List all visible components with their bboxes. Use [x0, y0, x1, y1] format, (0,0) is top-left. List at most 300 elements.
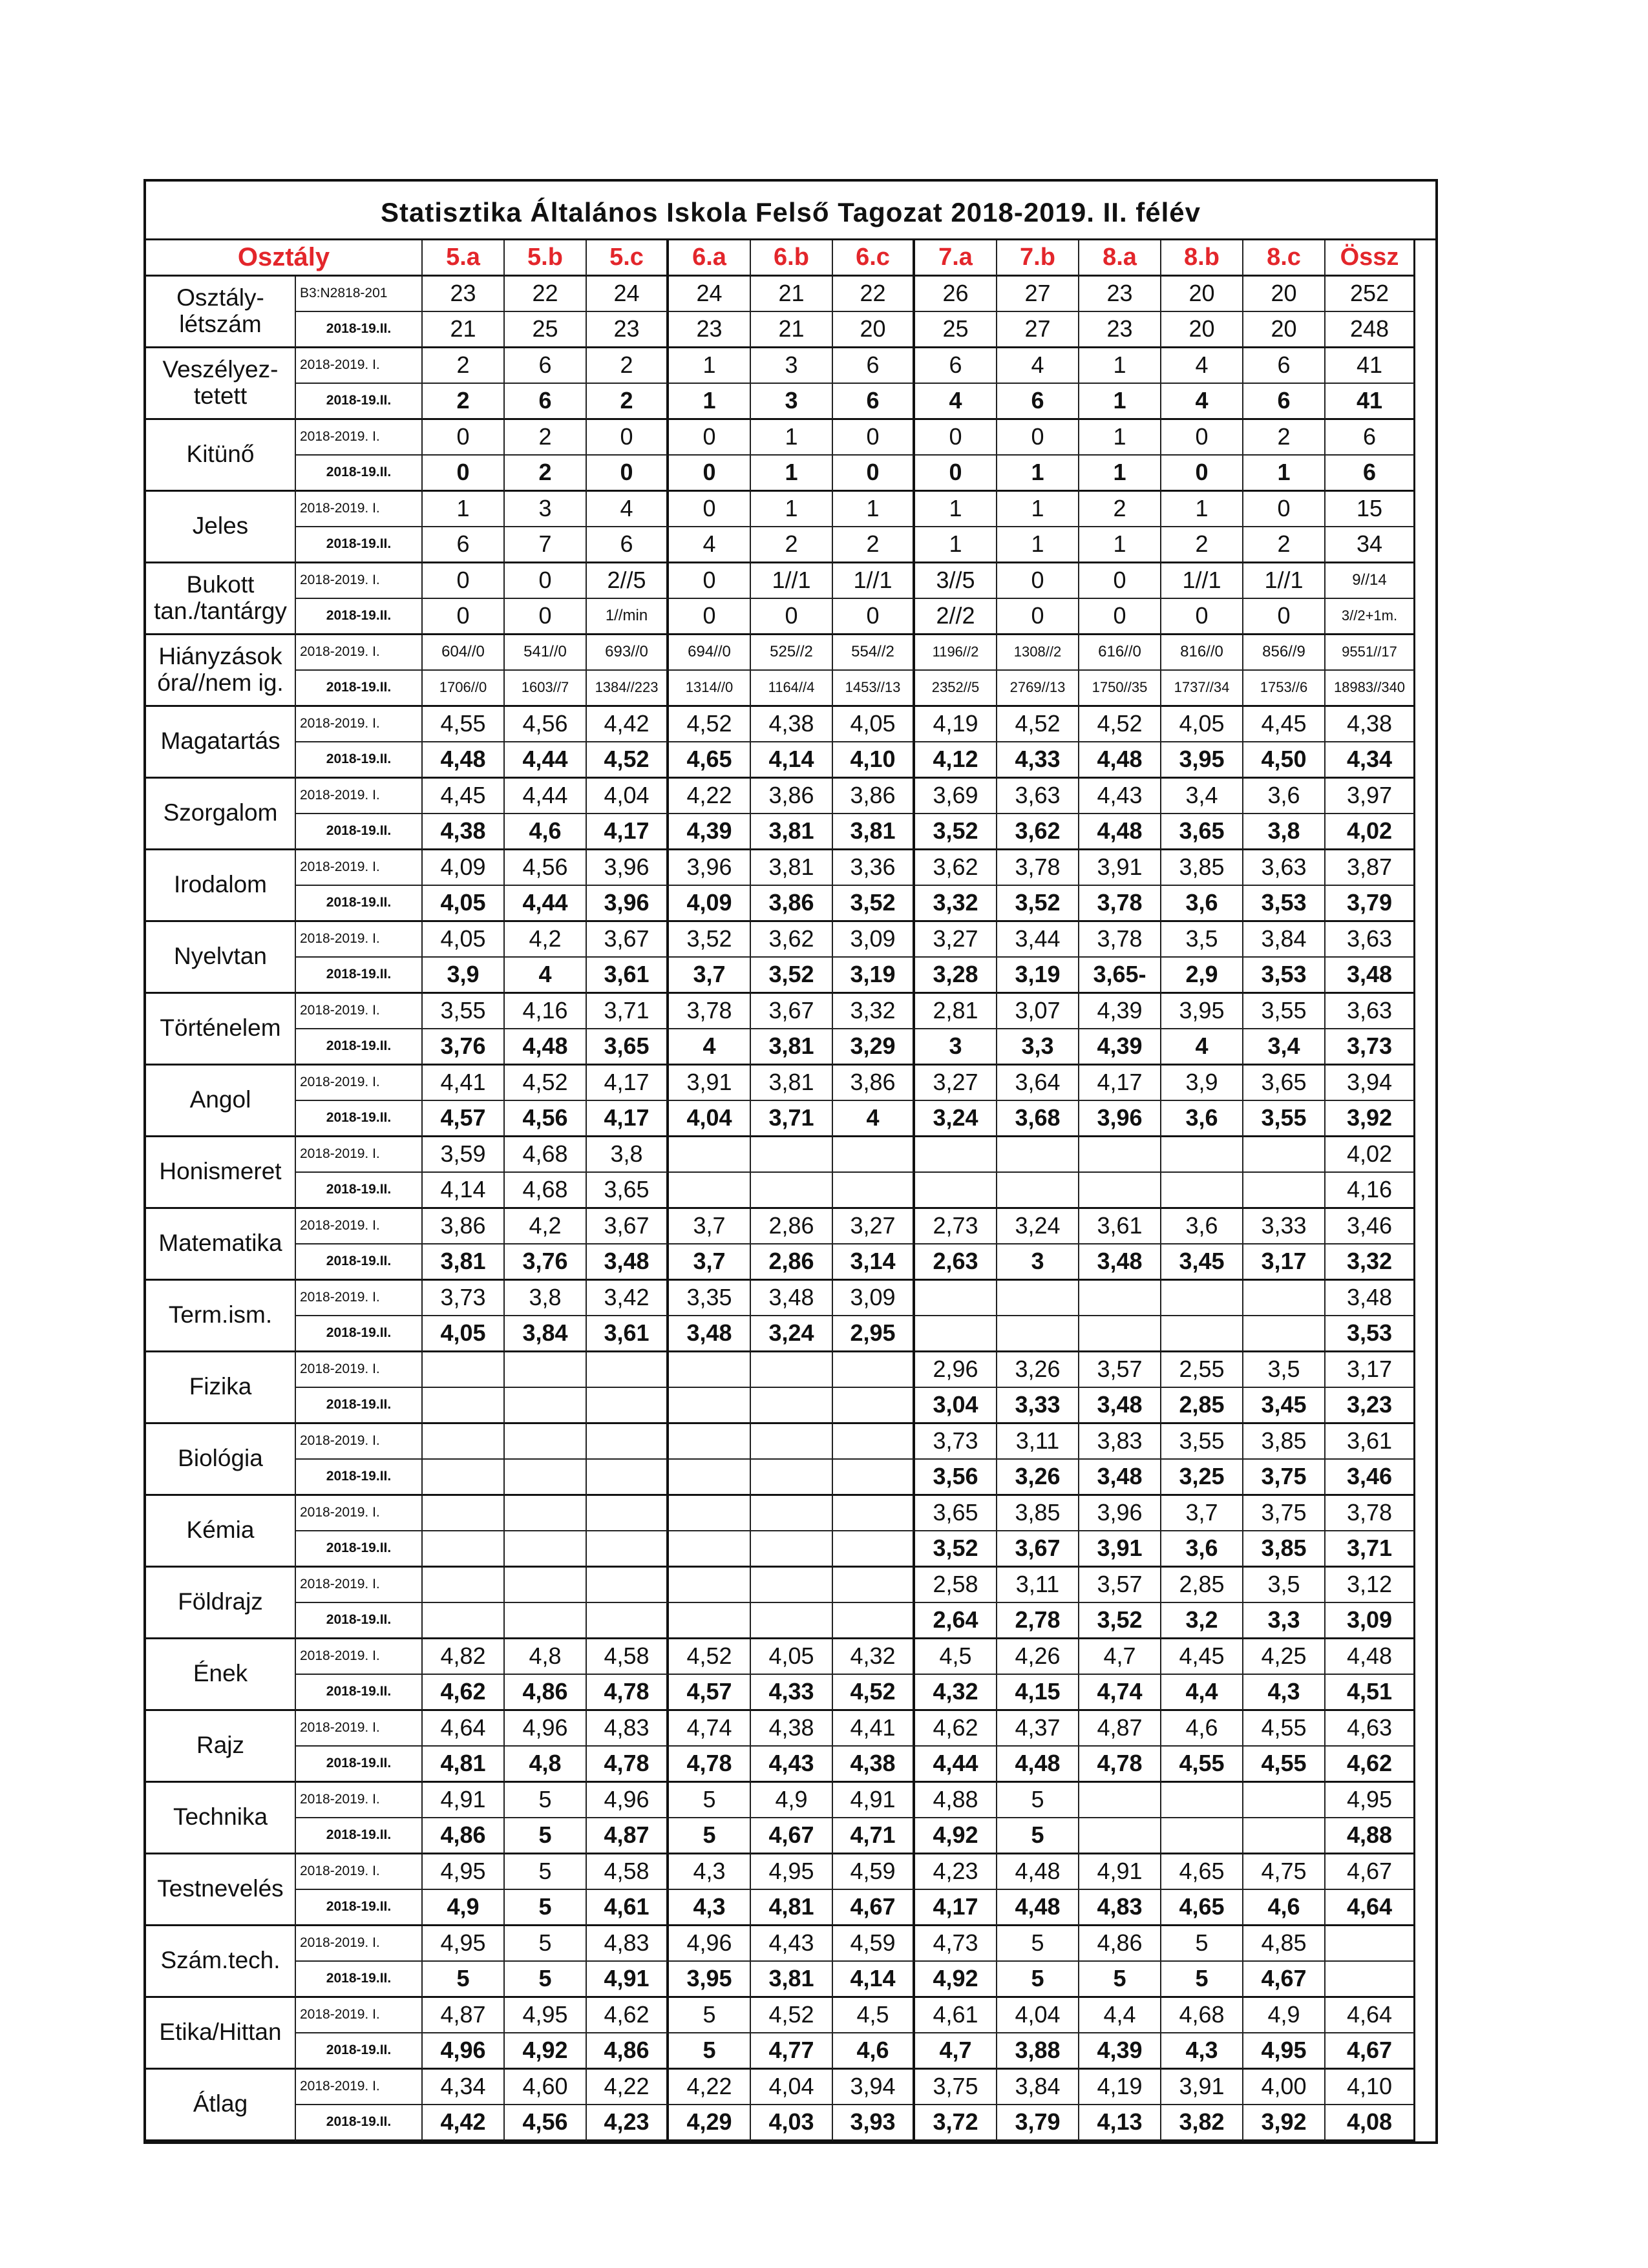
table-cell: 1750//35 — [1079, 671, 1161, 707]
table-cell: 0 — [423, 420, 505, 456]
table-cell: 2,85 — [1161, 1568, 1243, 1604]
table-cell: 3 — [751, 384, 833, 420]
semester-label: 2018-2019. I. — [296, 1352, 423, 1389]
table-cell: 0 — [423, 599, 505, 635]
table-cell: 4,3 — [1243, 1675, 1326, 1711]
subject-label: Rajz — [146, 1711, 296, 1783]
table-cell — [587, 1460, 669, 1496]
table-cell: 3,19 — [997, 958, 1079, 994]
table-cell: 3,61 — [1326, 1424, 1415, 1460]
table-cell — [833, 1173, 915, 1209]
table-cell: 26 — [915, 277, 997, 313]
table-cell: 3,32 — [915, 886, 997, 922]
table-cell: 4,56 — [505, 2105, 587, 2141]
header-class-5a: 5.a — [423, 240, 505, 277]
table-cell — [915, 1316, 997, 1352]
table-cell: 3,85 — [1161, 850, 1243, 887]
table-cell: 3,8 — [587, 1137, 669, 1173]
table-cell: 4,96 — [505, 1711, 587, 1747]
table-cell — [997, 1137, 1079, 1173]
table-cell — [751, 1388, 833, 1424]
table-cell: 3,33 — [1243, 1209, 1326, 1245]
table-cell: 3,09 — [833, 1281, 915, 1317]
table-cell: 3,45 — [1243, 1388, 1326, 1424]
table-cell: 4,67 — [1326, 2033, 1415, 2070]
table-cell — [1161, 1137, 1243, 1173]
subject-label: Szorgalom — [146, 779, 296, 850]
statistics-table — [146, 240, 1435, 2141]
table-cell: 2,96 — [915, 1352, 997, 1389]
table-cell: 6 — [1326, 420, 1415, 456]
header-class-8a: 8.a — [1079, 240, 1161, 277]
table-cell: 856//9 — [1243, 635, 1326, 671]
table-cell: 3,78 — [997, 850, 1079, 887]
table-cell: 4,05 — [833, 707, 915, 743]
semester-label: 2018-2019. I. — [296, 1568, 423, 1604]
table-cell: 4,22 — [669, 2070, 751, 2106]
table-cell: 0 — [997, 563, 1079, 600]
table-cell: 5 — [505, 1783, 587, 1819]
semester-label: 2018-19.II. — [296, 958, 423, 994]
semester-label: B3:N2818-201 — [296, 277, 423, 313]
table-cell: 5 — [505, 1890, 587, 1926]
table-cell: 3,85 — [1243, 1531, 1326, 1568]
table-cell: 1 — [915, 492, 997, 528]
table-cell: 4,9 — [423, 1890, 505, 1926]
table-cell: 3,5 — [1161, 922, 1243, 958]
table-cell: 3,14 — [833, 1244, 915, 1281]
table-cell: 4,4 — [1079, 1998, 1161, 2034]
table-cell — [669, 1460, 751, 1496]
semester-label: 2018-19.II. — [296, 1962, 423, 1998]
table-cell: 3,72 — [915, 2105, 997, 2141]
table-cell: 4,33 — [751, 1675, 833, 1711]
table-cell — [833, 1568, 915, 1604]
table-cell: 20 — [833, 312, 915, 348]
table-cell: 3,7 — [1161, 1496, 1243, 1532]
table-cell: 3,52 — [915, 1531, 997, 1568]
table-cell — [587, 1352, 669, 1389]
table-cell: 0 — [833, 420, 915, 456]
table-cell: 2352//5 — [915, 671, 997, 707]
semester-label: 2018-19.II. — [296, 1675, 423, 1711]
table-cell: 4,91 — [587, 1962, 669, 1998]
table-cell: 6 — [505, 384, 587, 420]
table-cell: 4,68 — [1161, 1998, 1243, 2034]
table-cell: 3,24 — [915, 1101, 997, 1137]
table-cell: 4 — [669, 527, 751, 563]
table-cell — [997, 1316, 1079, 1352]
table-cell — [1079, 1281, 1161, 1317]
table-cell: 4,73 — [915, 1926, 997, 1962]
table-cell: 1//1 — [1161, 563, 1243, 600]
header-class-6b: 6.b — [751, 240, 833, 277]
table-cell: 4 — [1161, 384, 1243, 420]
header-class-7a: 7.a — [915, 240, 997, 277]
table-cell: 4,78 — [669, 1747, 751, 1783]
table-cell — [1243, 1783, 1326, 1819]
semester-label: 2018-19.II. — [296, 814, 423, 850]
table-cell: 0 — [587, 420, 669, 456]
table-cell: 3,48 — [587, 1244, 669, 1281]
table-cell: 25 — [915, 312, 997, 348]
table-cell: 4,6 — [833, 2033, 915, 2070]
table-cell: 4,92 — [915, 1962, 997, 1998]
semester-label: 2018-2019. I. — [296, 994, 423, 1030]
table-cell: 1753//6 — [1243, 671, 1326, 707]
table-cell: 3,63 — [1326, 994, 1415, 1030]
table-cell: 3,91 — [1079, 850, 1161, 887]
table-cell — [587, 1496, 669, 1532]
table-cell: 4,6 — [505, 814, 587, 850]
table-cell: 3,5 — [1243, 1568, 1326, 1604]
table-cell: 24 — [587, 277, 669, 313]
table-cell: 0 — [423, 456, 505, 492]
table-cell — [997, 1281, 1079, 1317]
table-cell — [423, 1424, 505, 1460]
table-cell: 23 — [1079, 312, 1161, 348]
table-cell: 3,23 — [1326, 1388, 1415, 1424]
semester-label: 2018-19.II. — [296, 1818, 423, 1854]
table-cell — [833, 1137, 915, 1173]
semester-label: 2018-2019. I. — [296, 1926, 423, 1962]
table-cell: 4,78 — [587, 1747, 669, 1783]
table-cell: 4,10 — [833, 742, 915, 779]
table-cell: 3,09 — [833, 922, 915, 958]
table-cell: 22 — [505, 277, 587, 313]
semester-label: 2018-2019. I. — [296, 1066, 423, 1102]
header-class-8b: 8.b — [1161, 240, 1243, 277]
table-cell: 3,65 — [587, 1029, 669, 1066]
table-cell: 5 — [505, 1818, 587, 1854]
table-cell: 4,14 — [423, 1173, 505, 1209]
table-cell: 4,64 — [423, 1711, 505, 1747]
table-cell: 3,92 — [1243, 2105, 1326, 2141]
table-cell: 2,81 — [915, 994, 997, 1030]
table-cell: 4 — [505, 958, 587, 994]
table-cell: 3,63 — [1326, 922, 1415, 958]
table-cell — [833, 1496, 915, 1532]
table-cell: 4,48 — [997, 1890, 1079, 1926]
table-cell: 4 — [1161, 1029, 1243, 1066]
table-cell: 4,77 — [751, 2033, 833, 2070]
table-cell: 1 — [1243, 456, 1326, 492]
table-cell: 694//0 — [669, 635, 751, 671]
table-cell — [505, 1388, 587, 1424]
table-cell: 5 — [1161, 1962, 1243, 1998]
table-cell: 4,83 — [587, 1926, 669, 1962]
table-cell: 3,52 — [997, 886, 1079, 922]
table-cell: 3,42 — [587, 1281, 669, 1317]
table-cell: 3,73 — [1326, 1029, 1415, 1066]
table-cell: 3,33 — [997, 1388, 1079, 1424]
table-cell: 4,82 — [423, 1639, 505, 1675]
table-cell: 20 — [1243, 277, 1326, 313]
table-cell: 3,6 — [1161, 1531, 1243, 1568]
table-cell: 4,17 — [1079, 1066, 1161, 1102]
semester-label: 2018-2019. I. — [296, 420, 423, 456]
table-cell: 1 — [997, 456, 1079, 492]
table-cell: 4,38 — [423, 814, 505, 850]
table-cell: 2,78 — [997, 1603, 1079, 1639]
table-cell: 3,46 — [1326, 1209, 1415, 1245]
table-cell: 4,55 — [1243, 1711, 1326, 1747]
table-cell: 3,81 — [833, 814, 915, 850]
table-cell: 2,86 — [751, 1244, 833, 1281]
subject-label: Matematika — [146, 1209, 296, 1281]
semester-label: 2018-2019. I. — [296, 635, 423, 671]
semester-label: 2018-19.II. — [296, 1531, 423, 1568]
table-cell: 6 — [833, 348, 915, 384]
table-cell: 4,86 — [587, 2033, 669, 2070]
table-cell: 3,55 — [1161, 1424, 1243, 1460]
table-cell: 3,97 — [1326, 779, 1415, 815]
table-cell: 4,38 — [1326, 707, 1415, 743]
table-cell: 4,45 — [1161, 1639, 1243, 1675]
table-cell — [751, 1568, 833, 1604]
table-cell — [1079, 1818, 1161, 1854]
table-cell: 4,23 — [915, 1854, 997, 1891]
subject-label: Bukott tan./tantárgy — [146, 563, 296, 635]
table-cell: 3,67 — [587, 922, 669, 958]
table-cell: 0 — [669, 420, 751, 456]
semester-label: 2018-19.II. — [296, 1890, 423, 1926]
table-cell — [833, 1531, 915, 1568]
table-cell — [1161, 1173, 1243, 1209]
table-cell — [669, 1531, 751, 1568]
table-cell: 4,05 — [423, 1316, 505, 1352]
table-cell: 4,58 — [587, 1854, 669, 1891]
subject-label: Irodalom — [146, 850, 296, 922]
table-cell — [669, 1424, 751, 1460]
table-cell: 4,95 — [1326, 1783, 1415, 1819]
table-cell: 3,96 — [1079, 1101, 1161, 1137]
table-cell: 4,6 — [1161, 1711, 1243, 1747]
table-cell: 4,56 — [505, 850, 587, 887]
table-cell: 4,34 — [1326, 742, 1415, 779]
table-cell: 1//1 — [833, 563, 915, 600]
table-cell: 3,91 — [1161, 2070, 1243, 2106]
table-cell: 3,71 — [751, 1101, 833, 1137]
table-cell: 20 — [1243, 312, 1326, 348]
table-cell — [833, 1352, 915, 1389]
table-cell: 3,86 — [833, 1066, 915, 1102]
table-cell — [423, 1388, 505, 1424]
subject-label: Biológia — [146, 1424, 296, 1496]
table-cell: 4,96 — [423, 2033, 505, 2070]
table-cell: 4,19 — [1079, 2070, 1161, 2106]
table-cell: 3,5 — [1243, 1352, 1326, 1389]
table-cell: 5 — [505, 1926, 587, 1962]
table-cell: 3,45 — [1161, 1244, 1243, 1281]
subject-label: Kémia — [146, 1496, 296, 1568]
table-cell: 3,17 — [1243, 1244, 1326, 1281]
table-cell: 2 — [833, 527, 915, 563]
table-cell: 2 — [751, 527, 833, 563]
table-cell: 3,62 — [997, 814, 1079, 850]
table-cell: 1//1 — [1243, 563, 1326, 600]
table-cell: 3,68 — [997, 1101, 1079, 1137]
semester-label: 2018-19.II. — [296, 1603, 423, 1639]
table-cell: 3,6 — [1161, 886, 1243, 922]
table-cell: 3//2+1m. — [1326, 599, 1415, 635]
table-cell: 5 — [1079, 1962, 1161, 1998]
table-cell: 1 — [1079, 527, 1161, 563]
table-cell — [833, 1460, 915, 1496]
table-cell: 4,52 — [505, 1066, 587, 1102]
table-cell: 3,52 — [1079, 1603, 1161, 1639]
semester-label: 2018-2019. I. — [296, 563, 423, 600]
table-cell: 4,41 — [833, 1711, 915, 1747]
table-cell: 1 — [1079, 384, 1161, 420]
table-cell: 4,48 — [1079, 814, 1161, 850]
table-cell: 4,92 — [915, 1818, 997, 1854]
table-cell — [587, 1603, 669, 1639]
table-cell: 2,85 — [1161, 1388, 1243, 1424]
table-cell: 1164//4 — [751, 671, 833, 707]
table-cell: 3,96 — [669, 850, 751, 887]
table-cell: 4,26 — [997, 1639, 1079, 1675]
table-cell: 2 — [1079, 492, 1161, 528]
semester-label: 2018-19.II. — [296, 1173, 423, 1209]
semester-label: 2018-19.II. — [296, 312, 423, 348]
table-cell: 2,63 — [915, 1244, 997, 1281]
statistics-sheet — [143, 179, 1438, 2144]
table-cell: 4,64 — [1326, 1890, 1415, 1926]
table-cell: 3,96 — [587, 850, 669, 887]
table-cell — [751, 1531, 833, 1568]
table-cell: 6 — [833, 384, 915, 420]
table-cell — [833, 1388, 915, 1424]
table-cell: 3,65 — [587, 1173, 669, 1209]
table-cell: 3,87 — [1326, 850, 1415, 887]
semester-label: 2018-19.II. — [296, 456, 423, 492]
table-cell — [1243, 1173, 1326, 1209]
table-cell: 4,62 — [587, 1998, 669, 2034]
table-cell: 5 — [997, 1926, 1079, 1962]
semester-label: 2018-19.II. — [296, 2033, 423, 2070]
table-cell: 3,28 — [915, 958, 997, 994]
table-cell: 3,65- — [1079, 958, 1161, 994]
table-cell: 4,81 — [423, 1747, 505, 1783]
table-cell: 693//0 — [587, 635, 669, 671]
table-cell: 3,67 — [751, 994, 833, 1030]
table-cell: 3,27 — [833, 1209, 915, 1245]
table-cell: 5 — [505, 1962, 587, 1998]
table-cell: 3,6 — [1161, 1101, 1243, 1137]
table-cell: 3,17 — [1326, 1352, 1415, 1389]
subject-label: Testnevelés — [146, 1854, 296, 1926]
table-cell: 4,91 — [833, 1783, 915, 1819]
table-cell: 4 — [1161, 348, 1243, 384]
table-cell: 0 — [1243, 492, 1326, 528]
semester-label: 2018-2019. I. — [296, 1998, 423, 2034]
table-cell: 4,50 — [1243, 742, 1326, 779]
table-cell: 3,93 — [833, 2105, 915, 2141]
semester-label: 2018-2019. I. — [296, 1639, 423, 1675]
table-cell: 616//0 — [1079, 635, 1161, 671]
table-cell: 4,44 — [915, 1747, 997, 1783]
table-cell: 4,8 — [505, 1639, 587, 1675]
table-cell — [505, 1424, 587, 1460]
table-cell: 3,6 — [1243, 779, 1326, 815]
table-cell — [1243, 1281, 1326, 1317]
table-cell: 4,88 — [1326, 1818, 1415, 1854]
table-cell: 3,27 — [915, 1066, 997, 1102]
table-cell — [669, 1568, 751, 1604]
table-cell: 4,2 — [505, 922, 587, 958]
table-cell: 3,52 — [751, 958, 833, 994]
table-cell: 1 — [423, 492, 505, 528]
table-cell: 0 — [669, 456, 751, 492]
table-cell: 27 — [997, 312, 1079, 348]
table-cell: 4,00 — [1243, 2070, 1326, 2106]
table-cell: 3,8 — [505, 1281, 587, 1317]
semester-label: 2018-2019. I. — [296, 850, 423, 887]
table-cell: 4,48 — [1079, 742, 1161, 779]
table-cell: 4,39 — [1079, 2033, 1161, 2070]
table-cell: 0 — [423, 563, 505, 600]
semester-label: 2018-2019. I. — [296, 1783, 423, 1819]
table-cell: 2,95 — [833, 1316, 915, 1352]
semester-label: 2018-2019. I. — [296, 1496, 423, 1532]
table-cell: 3,84 — [1243, 922, 1326, 958]
table-cell: 4,42 — [423, 2105, 505, 2141]
subject-label: Angol — [146, 1066, 296, 1137]
table-cell: 6 — [423, 527, 505, 563]
semester-label: 2018-2019. I. — [296, 1137, 423, 1173]
table-cell: 1308//2 — [997, 635, 1079, 671]
table-cell: 4,61 — [915, 1998, 997, 2034]
table-cell: 4,59 — [833, 1926, 915, 1962]
table-cell: 4,87 — [587, 1818, 669, 1854]
page-title: Statisztika Általános Iskola Felső Tagozat 2018-2019. II. félév — [146, 182, 1435, 240]
table-cell: 4,56 — [505, 1101, 587, 1137]
table-cell: 4,17 — [587, 1066, 669, 1102]
subject-label: Magatartás — [146, 707, 296, 779]
table-cell: 4,95 — [423, 1926, 505, 1962]
table-cell: 4,60 — [505, 2070, 587, 2106]
table-cell: 3,52 — [915, 814, 997, 850]
table-cell: 0 — [669, 492, 751, 528]
semester-label: 2018-2019. I. — [296, 1281, 423, 1317]
table-cell: 4,81 — [751, 1890, 833, 1926]
table-cell: 5 — [669, 1818, 751, 1854]
table-cell: 4 — [587, 492, 669, 528]
table-cell: 3,95 — [669, 1962, 751, 1998]
table-cell: 4,9 — [1243, 1998, 1326, 2034]
table-cell: 3,25 — [1161, 1460, 1243, 1496]
table-cell: 4,05 — [423, 886, 505, 922]
table-cell: 4,05 — [1161, 707, 1243, 743]
table-cell: 3,55 — [1243, 994, 1326, 1030]
table-cell — [1326, 1962, 1415, 1998]
semester-label: 2018-19.II. — [296, 1244, 423, 1281]
table-cell: 3,57 — [1079, 1568, 1161, 1604]
table-cell: 4,86 — [505, 1675, 587, 1711]
table-cell: 4,3 — [1161, 2033, 1243, 2070]
table-cell: 3,69 — [915, 779, 997, 815]
table-cell: 2//5 — [587, 563, 669, 600]
table-cell: 3,26 — [997, 1352, 1079, 1389]
table-cell: 4,83 — [587, 1711, 669, 1747]
table-cell: 3,26 — [997, 1460, 1079, 1496]
table-cell: 4,16 — [505, 994, 587, 1030]
subject-label: Nyelvtan — [146, 922, 296, 994]
table-cell: 3,86 — [751, 779, 833, 815]
table-cell — [751, 1352, 833, 1389]
table-cell: 2 — [587, 384, 669, 420]
